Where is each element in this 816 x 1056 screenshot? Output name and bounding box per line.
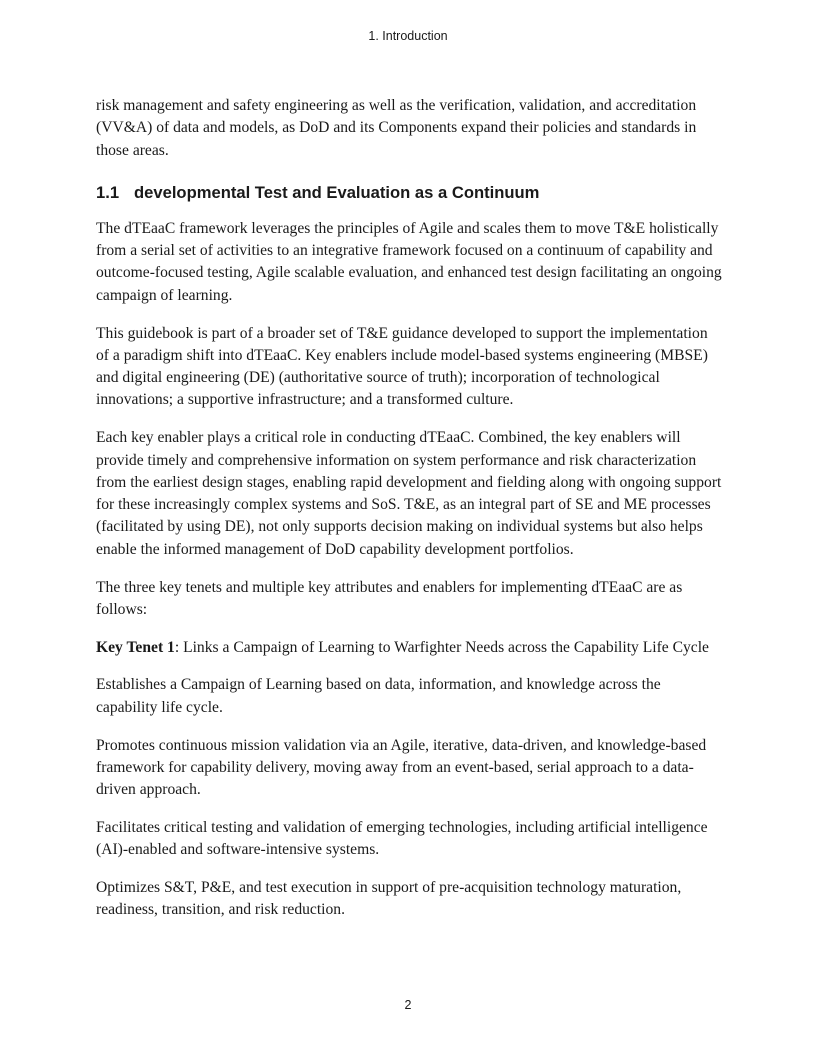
intro-paragraph: risk management and safety engineering as well as the verification, validation, and accreditation (VV&A) of data and models, as DoD and its Components expand their policies and standards in those areas. bbox=[96, 97, 697, 159]
body-paragraph: The dTEaaC framework leverages the principles of Agile and scales them to move T&E holistically from a serial set of activities to an integrative framework focused on a continuum of capability and outcome-focused testing, Agile scalable evaluation, and enhanced test design facilitating an ongoing campaign of learning. bbox=[96, 219, 722, 304]
tenet-paragraph: Facilitates critical testing and validation of emerging technologies, including artificial intelligence (AI)-enabled and software-intensive systems. bbox=[96, 818, 708, 859]
key-tenet-text: Links a Campaign of Learning to Warfighter Needs across the Capability Life Cycle bbox=[183, 638, 709, 656]
page-body bbox=[96, 95, 722, 937]
page-number: 2 bbox=[404, 998, 412, 1012]
key-tenet-paragraph bbox=[96, 637, 722, 659]
tenet-paragraph: Optimizes S&T, P&E, and test execution in support of pre-acquisition technology maturation, readiness, transition, and risk reduction. bbox=[96, 879, 682, 919]
section-title: developmental Test and Evaluation as a Continuum bbox=[134, 182, 540, 202]
body-paragraph: The three key tenets and multiple key attributes and enablers for implementing dTEaaC are as follows: bbox=[96, 578, 683, 618]
running-header: 1. Introduction bbox=[368, 29, 448, 43]
body-paragraph: Each key enabler plays a critical role in conducting dTEaaC. Combined, the key enablers will provide timely and comprehensive information on system performance and risk characterization from the earliest design stages, enabling rapid development and fielding along with ongoing support for these increasingly complex systems and SoS. T&E, as an integral part of SE and ME processes (facilitated by using DE), not only supports decision making on individual systems but also helps enable the informed management of DoD capability development portfolios. bbox=[96, 429, 722, 558]
key-tenet-label: Key Tenet 1 bbox=[96, 638, 175, 656]
tenet-paragraph: Establishes a Campaign of Learning based on data, information, and knowledge across the capability life cycle. bbox=[96, 676, 661, 716]
body-paragraph: This guidebook is part of a broader set of T&E guidance developed to support the implementation of a paradigm shift into dTEaaC. Key enablers include model-based systems engineering (MBSE) and digital engineering (DE) (authoritative source of truth); incorporation of technological innovations; a supportive infrastructure; and a transformed culture. bbox=[96, 324, 708, 409]
tenet-paragraph: Promotes continuous mission validation via an Agile, iterative, data-driven, and knowledge-based framework for capability delivery, moving away from an event-based, serial approach to a data-driven approach. bbox=[96, 736, 707, 799]
section-heading bbox=[96, 182, 722, 204]
section-number: 1.1 bbox=[96, 182, 120, 202]
key-tenet-separator: : bbox=[174, 638, 184, 656]
